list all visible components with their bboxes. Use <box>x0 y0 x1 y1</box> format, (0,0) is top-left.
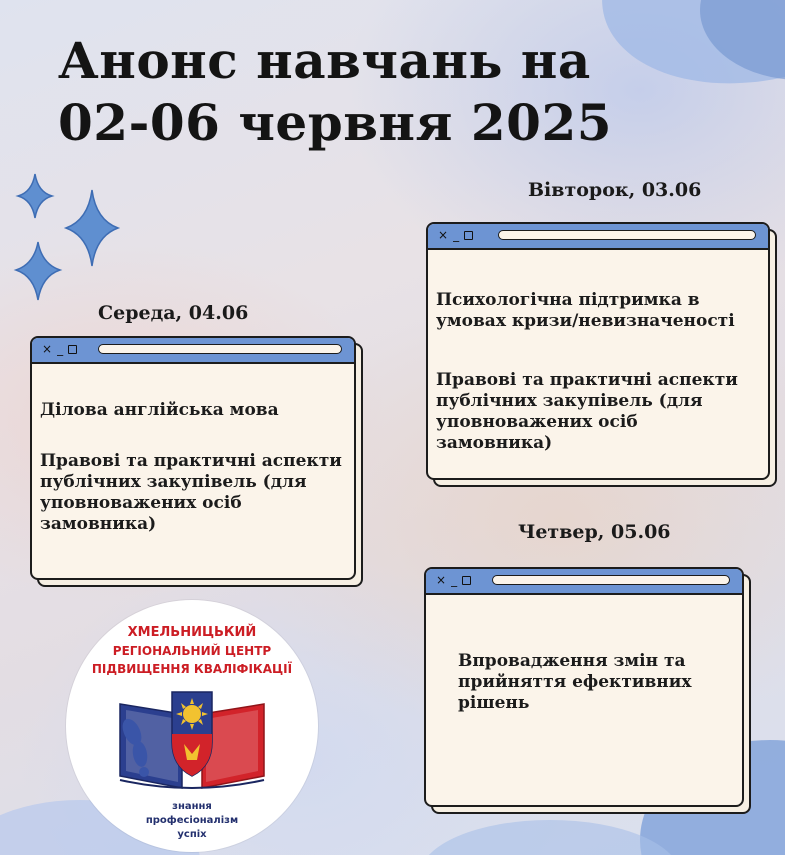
day-heading-thursday: Четвер, 05.06 <box>518 521 671 543</box>
close-icon[interactable]: × <box>438 228 449 242</box>
window-tuesday <box>426 222 770 480</box>
day-heading-wednesday: Середа, 04.06 <box>98 302 249 324</box>
sparkle-icon <box>10 172 130 307</box>
window-wednesday <box>30 336 356 580</box>
window-frame <box>424 567 744 807</box>
close-icon[interactable]: × <box>42 342 53 356</box>
window-titlebar <box>428 224 768 250</box>
close-icon[interactable]: × <box>436 573 447 587</box>
logo-motto-3: успіх <box>177 829 207 840</box>
logo-motto-2: професіоналізм <box>145 815 239 826</box>
logo-motto-1: знання <box>172 801 212 812</box>
organization-logo <box>66 600 318 852</box>
window-frame <box>426 222 770 480</box>
course-item: Ділова англійська мова <box>40 400 279 420</box>
window-thursday <box>424 567 744 807</box>
window-content <box>32 400 354 535</box>
minimize-icon[interactable]: _ <box>57 342 64 356</box>
window-frame <box>30 336 356 580</box>
window-controls <box>42 341 77 357</box>
minimize-icon[interactable]: _ <box>451 573 458 587</box>
maximize-icon[interactable] <box>462 576 471 585</box>
window-content <box>428 290 768 454</box>
minimize-icon[interactable]: _ <box>453 228 460 242</box>
course-item: Психологічна підтримка в умовах кризи/невизначеності <box>436 290 735 331</box>
maximize-icon[interactable] <box>464 231 473 240</box>
logo-line-3: ПІДВИЩЕННЯ КВАЛІФІКАЦІЇ <box>91 662 293 676</box>
day-heading-tuesday: Вівторок, 03.06 <box>528 179 702 201</box>
maximize-icon[interactable] <box>68 345 77 354</box>
window-content <box>426 651 742 714</box>
title-line-1: Анонс навчань на <box>58 31 591 90</box>
logo-line-1: ХМЕЛЬНИЦЬКИЙ <box>127 625 257 640</box>
course-item: Правові та практичні аспекти публічних закупівель (для уповноважених осіб замовника) <box>436 370 738 453</box>
page-title <box>58 30 612 154</box>
window-controls <box>436 572 471 588</box>
course-item: Правові та практичні аспекти публічних закупівель (для уповноважених осіб замовника) <box>40 451 342 534</box>
window-titlebar <box>32 338 354 364</box>
address-bar <box>98 344 342 354</box>
address-bar <box>498 230 756 240</box>
emblem-icon <box>112 684 272 796</box>
window-titlebar <box>426 569 742 595</box>
title-line-2: 02-06 червня 2025 <box>58 93 613 152</box>
window-controls <box>438 227 473 243</box>
course-item: Впровадження змін та прийняття ефективних рішень <box>458 651 692 713</box>
address-bar <box>492 575 730 585</box>
logo-line-2: РЕГІОНАЛЬНИЙ ЦЕНТР <box>112 644 272 658</box>
